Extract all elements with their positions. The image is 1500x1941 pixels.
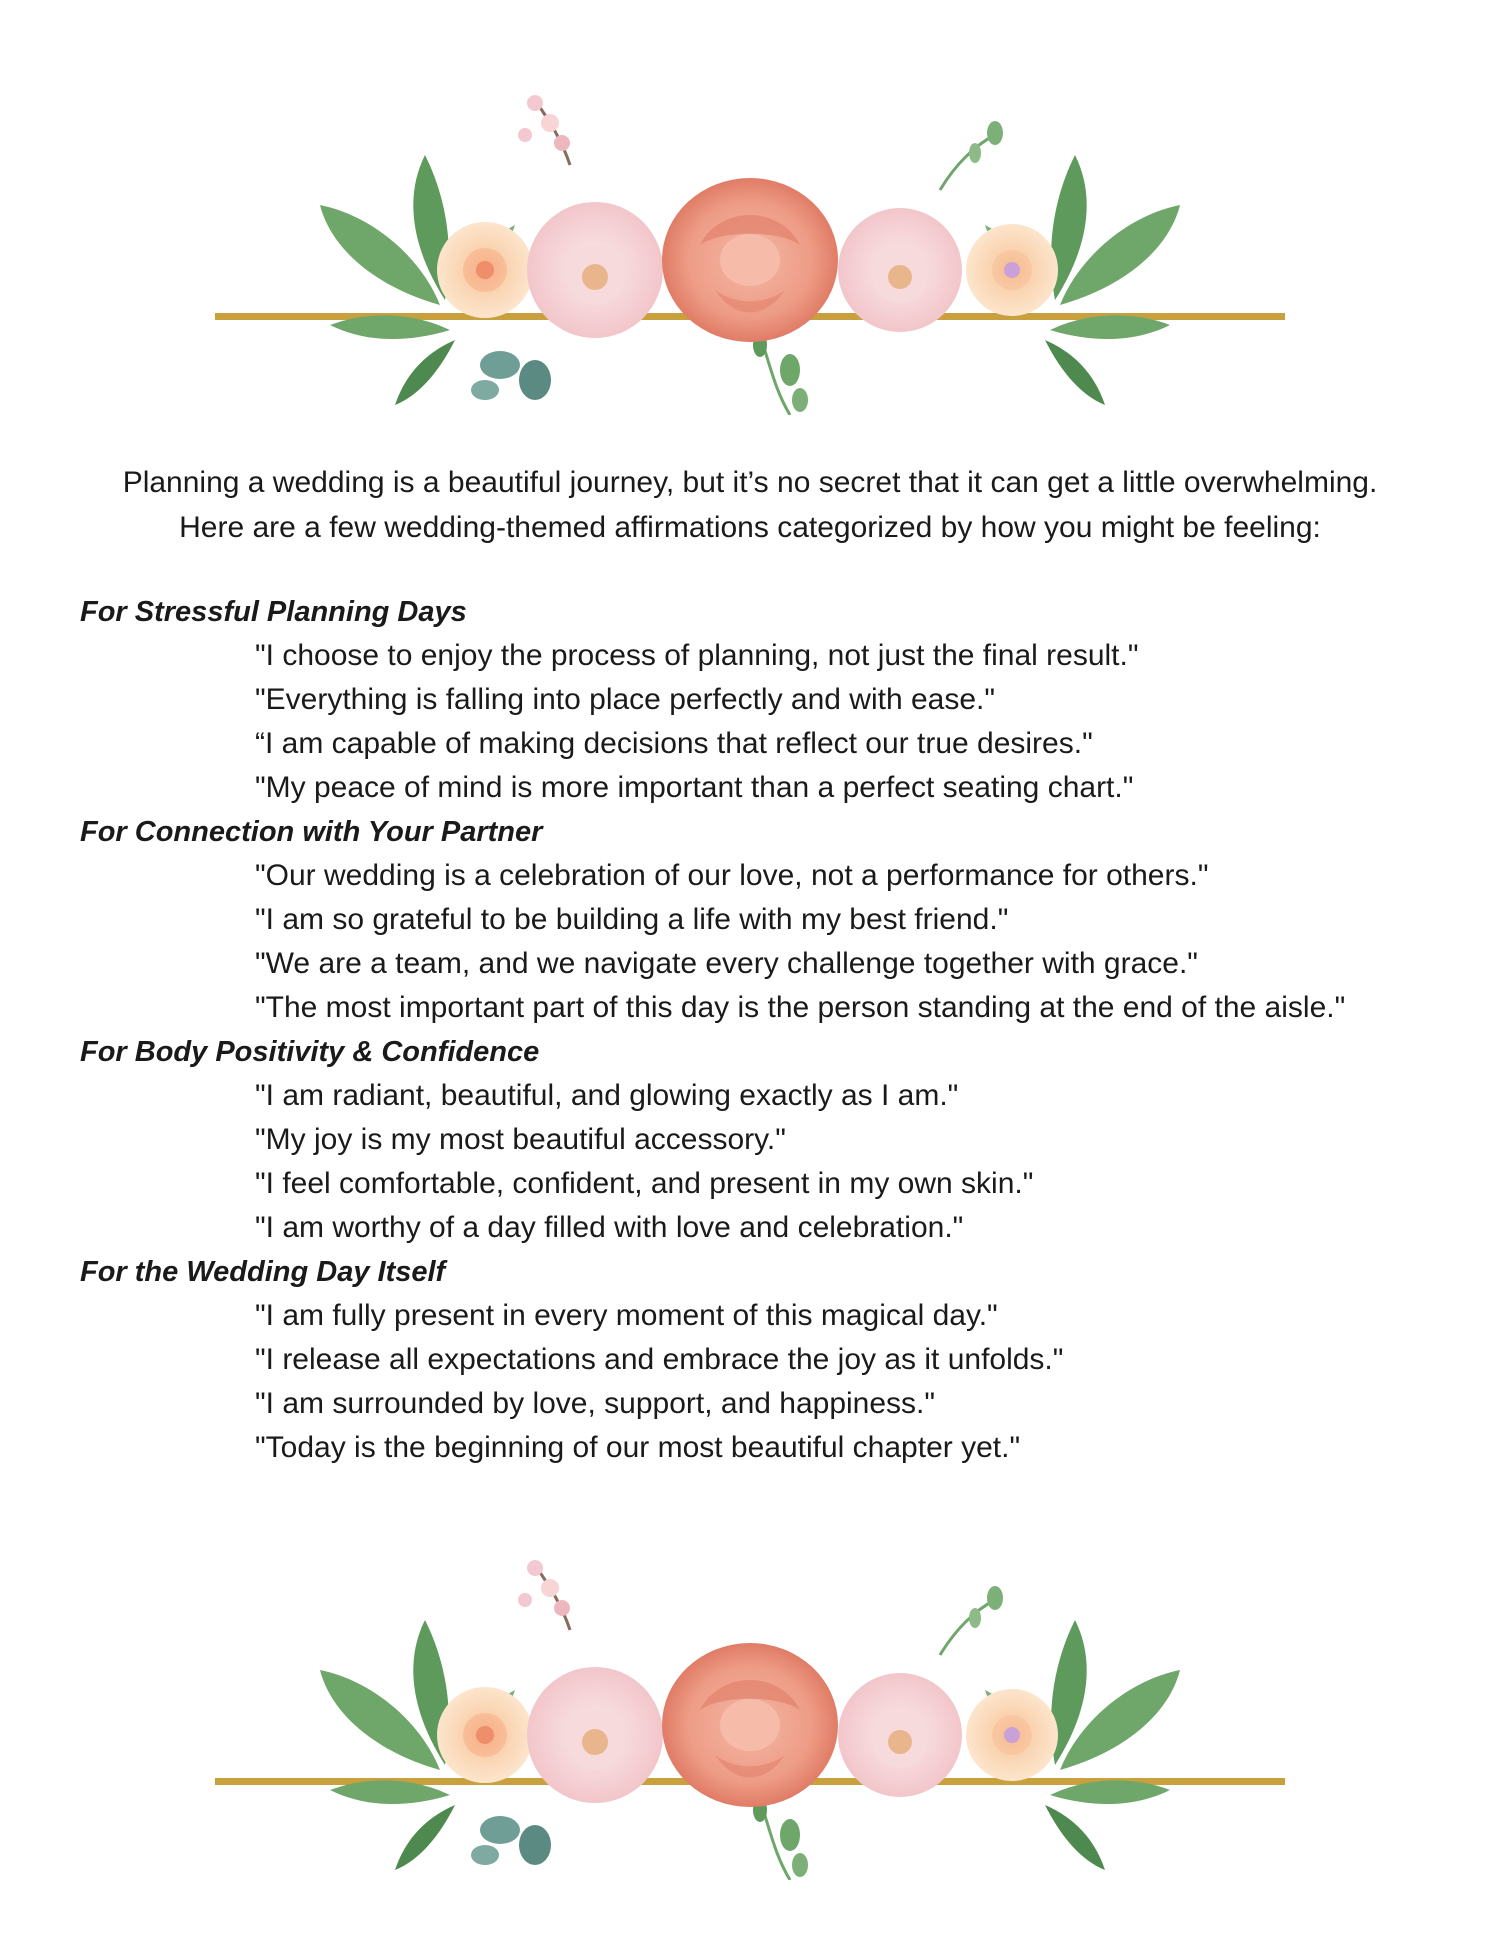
section-wedding-day xyxy=(80,1250,1460,1470)
affirmation-item: "Our wedding is a celebration of our love, not a performance for others." xyxy=(255,859,1209,892)
floral-divider-bottom xyxy=(200,1560,1300,1880)
affirmation-item: "I am surrounded by love, support, and happiness." xyxy=(255,1387,936,1420)
intro-text xyxy=(0,460,1500,550)
affirmation-item: "I am worthy of a day filled with love and celebration." xyxy=(255,1211,964,1244)
section-body-positivity xyxy=(80,1030,1460,1250)
peach-rose-left xyxy=(437,1687,533,1783)
floral-divider-graphic xyxy=(200,1560,1300,1880)
peach-rose-right xyxy=(966,1689,1058,1781)
floral-divider-graphic xyxy=(200,95,1300,415)
affirmation-list xyxy=(80,1294,1460,1470)
affirmation-item: "Today is the beginning of our most beautiful chapter yet." xyxy=(255,1431,1021,1464)
section-heading: For the Wedding Day Itself xyxy=(80,1256,446,1288)
peach-rose-right xyxy=(966,224,1058,316)
section-heading: For Connection with Your Partner xyxy=(80,816,543,848)
section-heading: For Stressful Planning Days xyxy=(80,596,467,628)
intro-line-2: Here are a few wedding-themed affirmations categorized by how you might be feeling: xyxy=(179,511,1321,544)
affirmation-item: "I feel comfortable, confident, and present in my own skin." xyxy=(255,1167,1034,1200)
affirmation-item: “I am capable of making decisions that reflect our true desires." xyxy=(255,727,1093,760)
peony-center xyxy=(662,178,838,342)
affirmation-item: "I release all expectations and embrace the joy as it unfolds." xyxy=(255,1343,1064,1376)
blush-rose-left xyxy=(527,1667,663,1803)
affirmation-list xyxy=(80,854,1460,1030)
intro-line-1: Planning a wedding is a beautiful journey, but it’s no secret that it can get a little overwhelming. xyxy=(122,466,1378,499)
eucalyptus-leaves xyxy=(471,333,808,415)
blush-rose-right xyxy=(838,1673,962,1797)
affirmation-sections xyxy=(80,590,1460,1470)
section-stressful-planning xyxy=(80,590,1460,810)
affirmation-list xyxy=(80,634,1460,810)
affirmation-item: "I choose to enjoy the process of planning, not just the final result." xyxy=(255,639,1139,672)
affirmation-item: "My joy is my most beautiful accessory." xyxy=(255,1123,786,1156)
affirmation-item: "Everything is falling into place perfectly and with ease." xyxy=(255,683,996,716)
affirmation-item: "I am so grateful to be building a life with my best friend." xyxy=(255,903,1009,936)
peach-rose-left xyxy=(437,222,533,318)
peony-center xyxy=(662,1643,838,1807)
affirmation-item: "My peace of mind is more important than a perfect seating chart." xyxy=(255,771,1134,804)
section-partner-connection xyxy=(80,810,1460,1030)
blossom-sprig xyxy=(518,95,1003,190)
eucalyptus-leaves xyxy=(471,1798,808,1880)
affirmation-item: "We are a team, and we navigate every challenge together with grace." xyxy=(255,947,1198,980)
affirmation-item: "I am radiant, beautiful, and glowing exactly as I am." xyxy=(255,1079,959,1112)
blush-rose-left xyxy=(527,202,663,338)
affirmation-item: "I am fully present in every moment of this magical day." xyxy=(255,1299,998,1332)
section-heading: For Body Positivity & Confidence xyxy=(80,1036,540,1068)
affirmation-list xyxy=(80,1074,1460,1250)
affirmation-item: "The most important part of this day is the person standing at the end of the aisle." xyxy=(255,991,1346,1024)
blossom-sprig xyxy=(518,1560,1003,1655)
blush-rose-right xyxy=(838,208,962,332)
floral-divider-top xyxy=(200,95,1300,415)
